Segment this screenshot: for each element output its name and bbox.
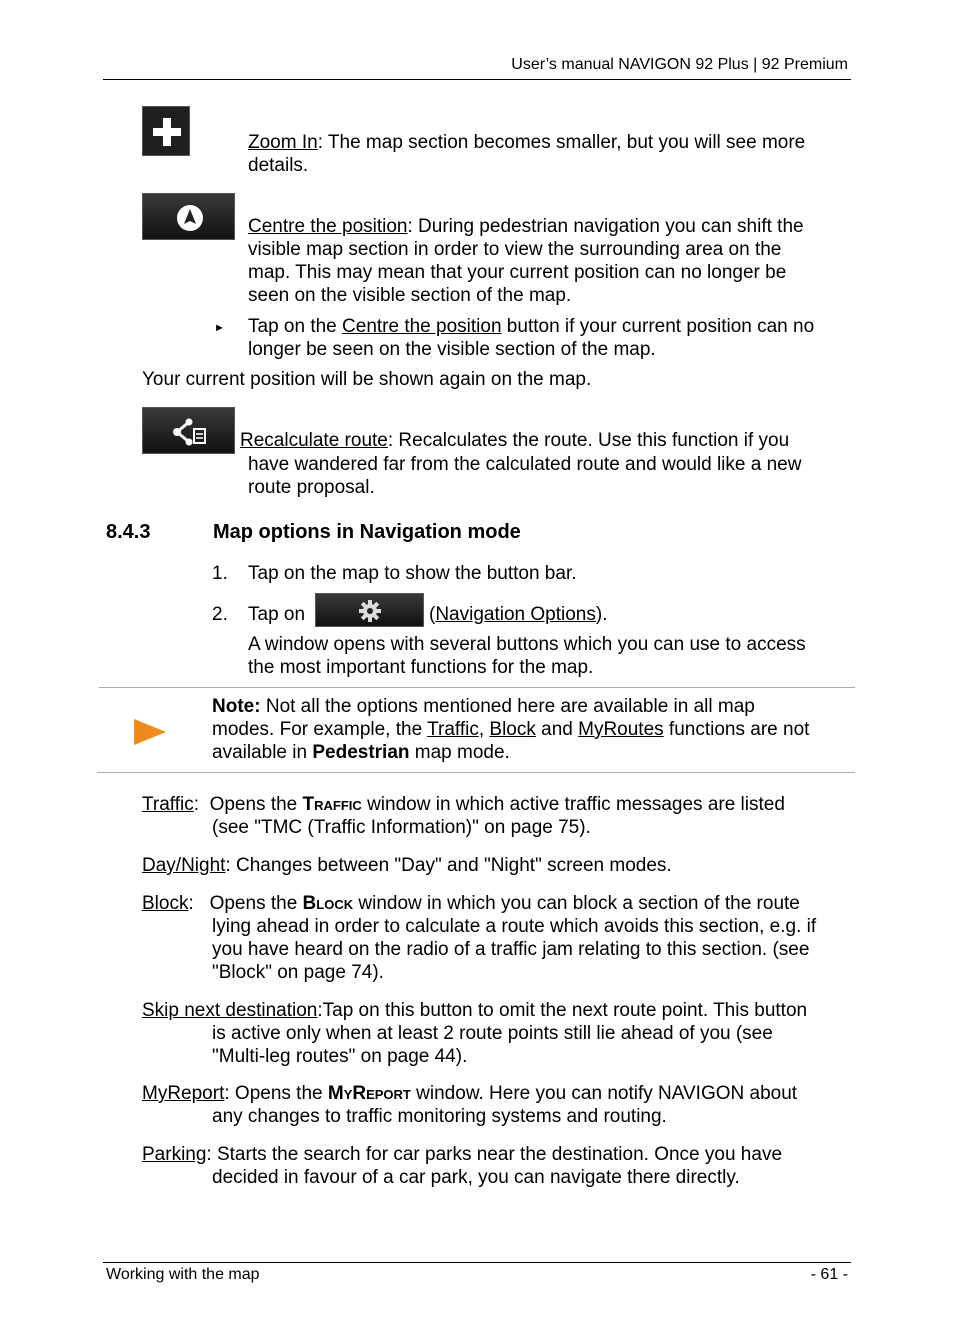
item-parking-cont: decided in favour of a car park, you can navigate there directly. bbox=[212, 1167, 740, 1188]
navigation-options-link[interactable]: Navigation Options bbox=[435, 604, 596, 625]
item-traffic bbox=[142, 793, 785, 816]
bullet-arrow-icon: ► bbox=[214, 322, 225, 334]
item-text: :Tap on this button to omit the next route point. This button bbox=[317, 1000, 808, 1021]
step-desc-line: the most important functions for the map. bbox=[248, 657, 594, 678]
item-daynight bbox=[142, 854, 672, 877]
item-block-cont bbox=[212, 915, 816, 984]
paren: ). bbox=[595, 604, 608, 625]
item-text: : Starts the search for car parks near the destination. Once you have bbox=[206, 1144, 783, 1165]
item-traffic-cont: (see "TMC (Traffic Information)" on page 75). bbox=[212, 817, 591, 838]
plus-icon bbox=[143, 107, 191, 157]
window-name: MyReport bbox=[327, 1083, 411, 1104]
item-line: "Block" on page 74). bbox=[212, 962, 384, 983]
step-desc bbox=[248, 633, 806, 679]
centre-after: Your current position will be shown again on the map. bbox=[142, 369, 592, 390]
step-text: Tap on bbox=[248, 604, 306, 625]
recalc-desc-cont bbox=[248, 453, 801, 499]
header-rule bbox=[103, 79, 851, 80]
gear-icon bbox=[316, 594, 425, 628]
item-text: : Changes between "Day" and "Night" screen modes. bbox=[225, 855, 672, 876]
position-arrow-icon bbox=[143, 194, 236, 241]
centre-line: visible map section in order to view the surrounding area on the bbox=[248, 239, 782, 260]
footer-left: Working with the map bbox=[106, 1266, 260, 1283]
recalc-text: : Recalculates the route. Use this function if you bbox=[387, 430, 790, 451]
block-item-link[interactable]: Block bbox=[142, 893, 189, 914]
daynight-link[interactable]: Day/Night bbox=[142, 855, 226, 876]
note-line: available in bbox=[212, 742, 313, 763]
centre-line: seen on the visible section of the map. bbox=[248, 285, 572, 306]
item-text: : Opens the bbox=[193, 794, 303, 815]
item-text: window. Here you can notify NAVIGON about bbox=[410, 1083, 798, 1104]
item-block bbox=[142, 892, 800, 915]
note-bold: Pedestrian bbox=[312, 742, 410, 763]
myroutes-link[interactable]: MyRoutes bbox=[578, 719, 664, 740]
window-name: Block bbox=[302, 893, 354, 914]
navigation-options-button-image bbox=[315, 593, 424, 627]
zoom-in-desc bbox=[248, 131, 805, 177]
section-title: Map options in Navigation mode bbox=[213, 521, 521, 543]
step-desc-line: A window opens with several buttons which you can use to access bbox=[248, 634, 806, 655]
page-number: - 61 - bbox=[810, 1266, 848, 1283]
item-text: window in which you can block a section of the route bbox=[353, 893, 800, 914]
traffic-link[interactable]: Traffic bbox=[427, 719, 479, 740]
note-sep: and bbox=[535, 719, 579, 740]
recalc-desc bbox=[240, 429, 789, 452]
item-line: lying ahead in order to calculate a route which avoids this section, e.g. if bbox=[212, 916, 817, 937]
note-line: Not all the options mentioned here are available in all map bbox=[260, 696, 755, 717]
zoom-in-button-image bbox=[142, 106, 190, 156]
recalculate-button-image bbox=[142, 407, 235, 454]
note-line: map mode. bbox=[409, 742, 510, 763]
parking-link[interactable]: Parking bbox=[142, 1144, 207, 1165]
zoom-in-link[interactable]: Zoom In bbox=[248, 132, 318, 153]
centre-line: map. This may mean that your current position can no longer be bbox=[248, 262, 787, 283]
step-text bbox=[429, 603, 607, 626]
item-skip bbox=[142, 999, 807, 1022]
note-bottom-rule bbox=[97, 772, 855, 773]
note-top-rule bbox=[99, 687, 855, 688]
myreport-link[interactable]: MyReport bbox=[142, 1083, 225, 1104]
footer-rule bbox=[103, 1262, 851, 1263]
recalculate-link[interactable]: Recalculate route bbox=[240, 430, 388, 451]
block-link[interactable]: Block bbox=[489, 719, 536, 740]
recalc-line: have wandered far from the calculated route and would like a new bbox=[248, 454, 802, 475]
bullet-text: longer be seen on the visible section of the map. bbox=[248, 339, 656, 360]
centre-text: : During pedestrian navigation you can shift the bbox=[407, 216, 804, 237]
zoom-in-text: : The map section becomes smaller, but you will see more bbox=[317, 132, 806, 153]
paren: ( bbox=[429, 604, 436, 625]
page-header: User’s manual NAVIGON 92 Plus | 92 Premium bbox=[511, 56, 848, 73]
centre-link[interactable]: Centre the position bbox=[248, 216, 408, 237]
note-label: Note: bbox=[212, 696, 261, 717]
centre-link-inline[interactable]: Centre the position bbox=[342, 316, 502, 337]
step-number: 1. bbox=[212, 563, 228, 584]
step-number: 2. bbox=[212, 604, 228, 625]
item-text: window in which active traffic messages are listed bbox=[361, 794, 785, 815]
item-text: : Opens the bbox=[224, 1083, 328, 1104]
window-name: Traffic bbox=[302, 794, 362, 815]
note-text bbox=[212, 695, 809, 764]
item-myreport-cont: any changes to traffic monitoring systems and routing. bbox=[212, 1106, 667, 1127]
item-skip-cont bbox=[212, 1022, 773, 1068]
step-text: Tap on the map to show the button bar. bbox=[248, 563, 577, 584]
skip-next-destination-link[interactable]: Skip next destination bbox=[142, 1000, 318, 1021]
bullet-text: Tap on the bbox=[248, 316, 343, 337]
recalculate-route-icon bbox=[143, 408, 236, 455]
note-arrow-icon bbox=[132, 717, 168, 747]
note-sep: , bbox=[478, 719, 490, 740]
item-text: : Opens the bbox=[188, 893, 303, 914]
traffic-item-link[interactable]: Traffic bbox=[142, 794, 194, 815]
centre-desc bbox=[248, 215, 804, 307]
note-line: modes. For example, the bbox=[212, 719, 428, 740]
centre-position-button-image bbox=[142, 193, 235, 240]
recalc-line: route proposal. bbox=[248, 477, 375, 498]
zoom-in-text-2: details. bbox=[248, 155, 309, 176]
bullet-text: button if your current position can no bbox=[501, 316, 815, 337]
note-line: functions are not bbox=[663, 719, 810, 740]
section-number: 8.4.3 bbox=[106, 521, 151, 543]
item-line: you have heard on the radio of a traffic jam relating to this section. (see bbox=[212, 939, 810, 960]
item-parking bbox=[142, 1143, 782, 1166]
item-line: is active only when at least 2 route points still lie ahead of you (see bbox=[212, 1023, 773, 1044]
item-line: "Multi-leg routes" on page 44). bbox=[212, 1046, 468, 1067]
centre-bullet bbox=[248, 315, 814, 361]
item-myreport bbox=[142, 1082, 797, 1105]
